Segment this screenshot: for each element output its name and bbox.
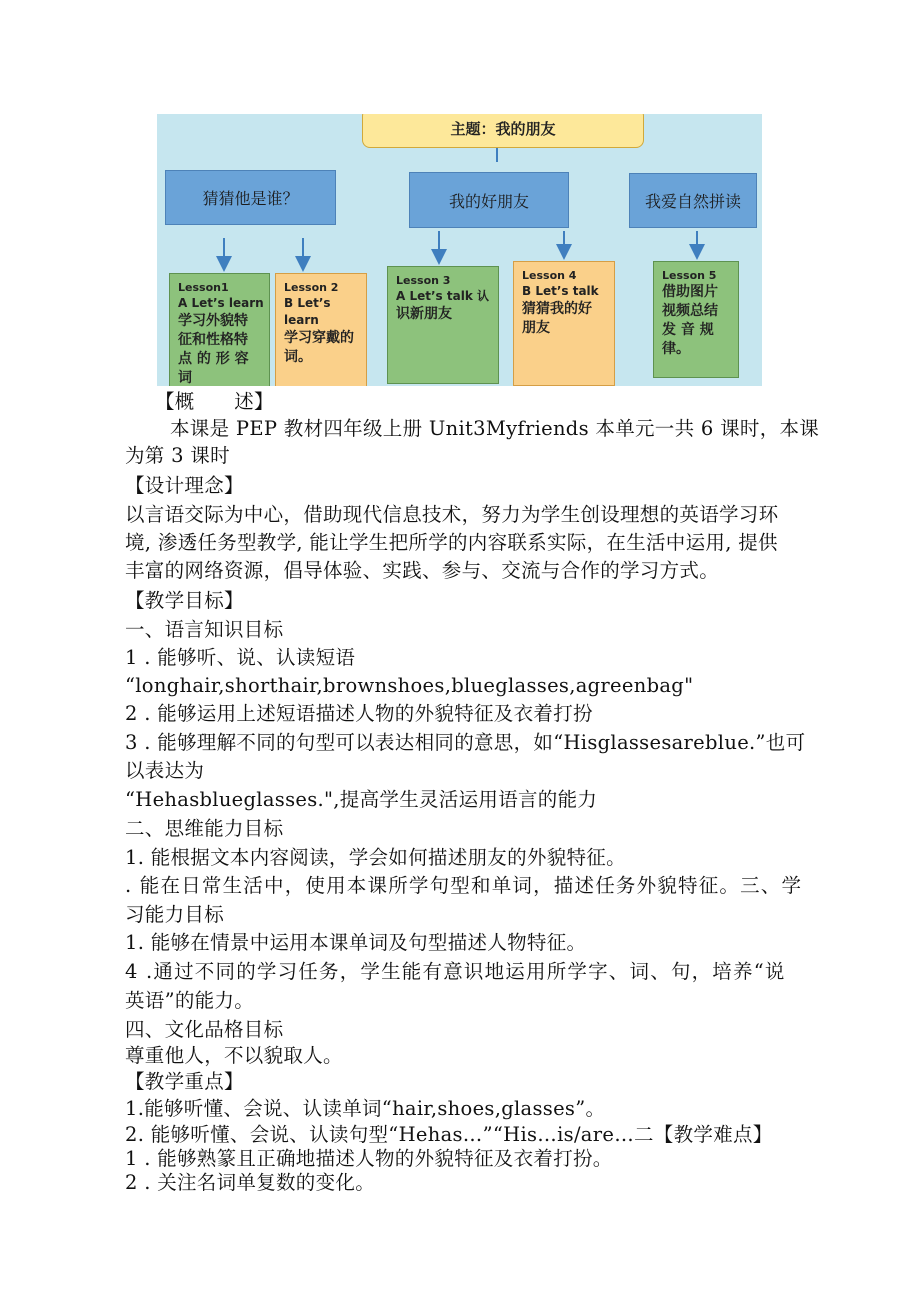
lesson-line: 学习外貌特 — [178, 313, 248, 329]
lesson-4-box — [513, 261, 615, 386]
list-item-continued: 习能力目标 — [125, 903, 225, 926]
list-item-continued: “longhair,shorthair,brownshoes,blueglasses,agreenbag" — [125, 674, 694, 697]
lesson-line: 猜猜我的好 — [522, 301, 592, 317]
list-item-continued: “Hehasblueglasses.",提高学生灵活运用语言的能力 — [125, 788, 598, 811]
lesson-3-box — [387, 266, 499, 384]
lesson-line: 朋友 — [522, 320, 550, 336]
lesson-line: 征和性格特 — [178, 332, 248, 348]
paragraph-line: 本课是 PEP 教材四年级上册 Unit3Myfriends 本单元一共 6 课时，本课 — [170, 417, 820, 440]
subheading-thinking-goals: 二、思维能力目标 — [125, 817, 284, 840]
list-item: 4 .通过不同的学习任务，学生能有意识地运用所学字、词、句，培养“说 — [125, 960, 786, 983]
theme-box: 主题：我的朋友 — [362, 114, 644, 148]
list-item: 1. 能根据文本内容阅读，学会如何描述朋友的外貌特征。 — [125, 846, 626, 869]
paragraph-line: 丰富的网络资源，倡导体验、实践、参与、交流与合作的学习方式。 — [125, 559, 720, 582]
list-item: 2 . 关注名词单复数的变化。 — [125, 1171, 376, 1194]
lesson-title: Lesson1 — [178, 281, 229, 294]
list-item: 3 . 能够理解不同的句型可以表达相同的意思，如“Hisglassesareblue.”也可 — [125, 731, 806, 754]
lesson-line: 词 — [178, 370, 192, 386]
category-guess-who: 猜猜他是谁？ — [165, 170, 336, 225]
list-item: . 能在日常生活中，使用本课所学句型和单词，描述任务外貌特征。三、学 — [125, 874, 803, 897]
section-heading-key-points: 【教学重点】 — [125, 1070, 244, 1093]
lesson-5-box — [653, 261, 739, 378]
paragraph-line: 境, 渗透任务型教学, 能让学生把所学的内容联系实际，在生活中运用, 提供 — [125, 531, 778, 554]
lesson-subtitle: B Let’s talk — [522, 284, 599, 298]
section-heading-overview: 【概 述】 — [155, 390, 274, 413]
lesson-subtitle: A Let’s talk 认 — [396, 289, 489, 303]
category-good-friend: 我的好朋友 — [409, 172, 569, 228]
lesson-title: Lesson 5 — [662, 269, 717, 282]
lesson-line: 借助图片 — [662, 284, 718, 300]
lesson-line: 学习穿戴的 — [284, 330, 354, 346]
list-item: 1. 能够在情景中运用本课单词及句型描述人物特征。 — [125, 931, 587, 954]
list-item: 1.能够听懂、会说、认读单词“hair,shoes,glasses”。 — [125, 1097, 606, 1120]
list-item: 2 . 能够运用上述短语描述人物的外貌特征及衣着打扮 — [125, 702, 593, 725]
category-phonics: 我爱自然拼读 — [629, 173, 757, 228]
lesson-title: Lesson 2 — [284, 281, 339, 294]
lesson-line: 视频总结 — [662, 303, 718, 319]
paragraph-line: 为第 3 课时 — [125, 444, 230, 467]
subheading-language-goals: 一、语言知识目标 — [125, 618, 284, 641]
lesson-line: 词。 — [284, 349, 312, 365]
lesson-line: 律。 — [662, 341, 690, 357]
subheading-culture-goals: 四、文化品格目标 — [125, 1018, 284, 1041]
lesson-subtitle: B Let’s learn — [284, 296, 331, 327]
lesson-2-box — [275, 273, 367, 386]
lesson-subtitle: A Let’s learn — [178, 296, 264, 310]
lesson-1-box — [169, 273, 270, 386]
paragraph-line: 尊重他人，不以貌取人。 — [125, 1044, 343, 1067]
lesson-title: Lesson 3 — [396, 274, 451, 287]
section-heading-goals: 【教学目标】 — [125, 589, 244, 612]
list-item-continued: 以表达为 — [125, 759, 205, 782]
section-heading-concept: 【设计理念】 — [125, 474, 244, 497]
unit-structure-diagram — [157, 114, 762, 386]
list-item: 2. 能够听懂、会说、认读句型“Hehas…”“His…is/are…二【教学难点】 — [125, 1123, 773, 1146]
lesson-title: Lesson 4 — [522, 269, 577, 282]
lesson-line: 发 音 规 — [662, 322, 714, 338]
lesson-line: 识新朋友 — [396, 306, 452, 322]
lesson-line: 点 的 形 容 — [178, 351, 249, 367]
list-item: 1 . 能够熟篆且正确地描述人物的外貌特征及衣着打扮。 — [125, 1147, 613, 1170]
paragraph-line: 以言语交际为中心，借助现代信息技术，努力为学生创设理想的英语学习环 — [125, 503, 779, 526]
list-item: 1 . 能够听、说、认读短语 — [125, 646, 356, 669]
list-item-continued: 英语”的能力。 — [125, 989, 255, 1012]
